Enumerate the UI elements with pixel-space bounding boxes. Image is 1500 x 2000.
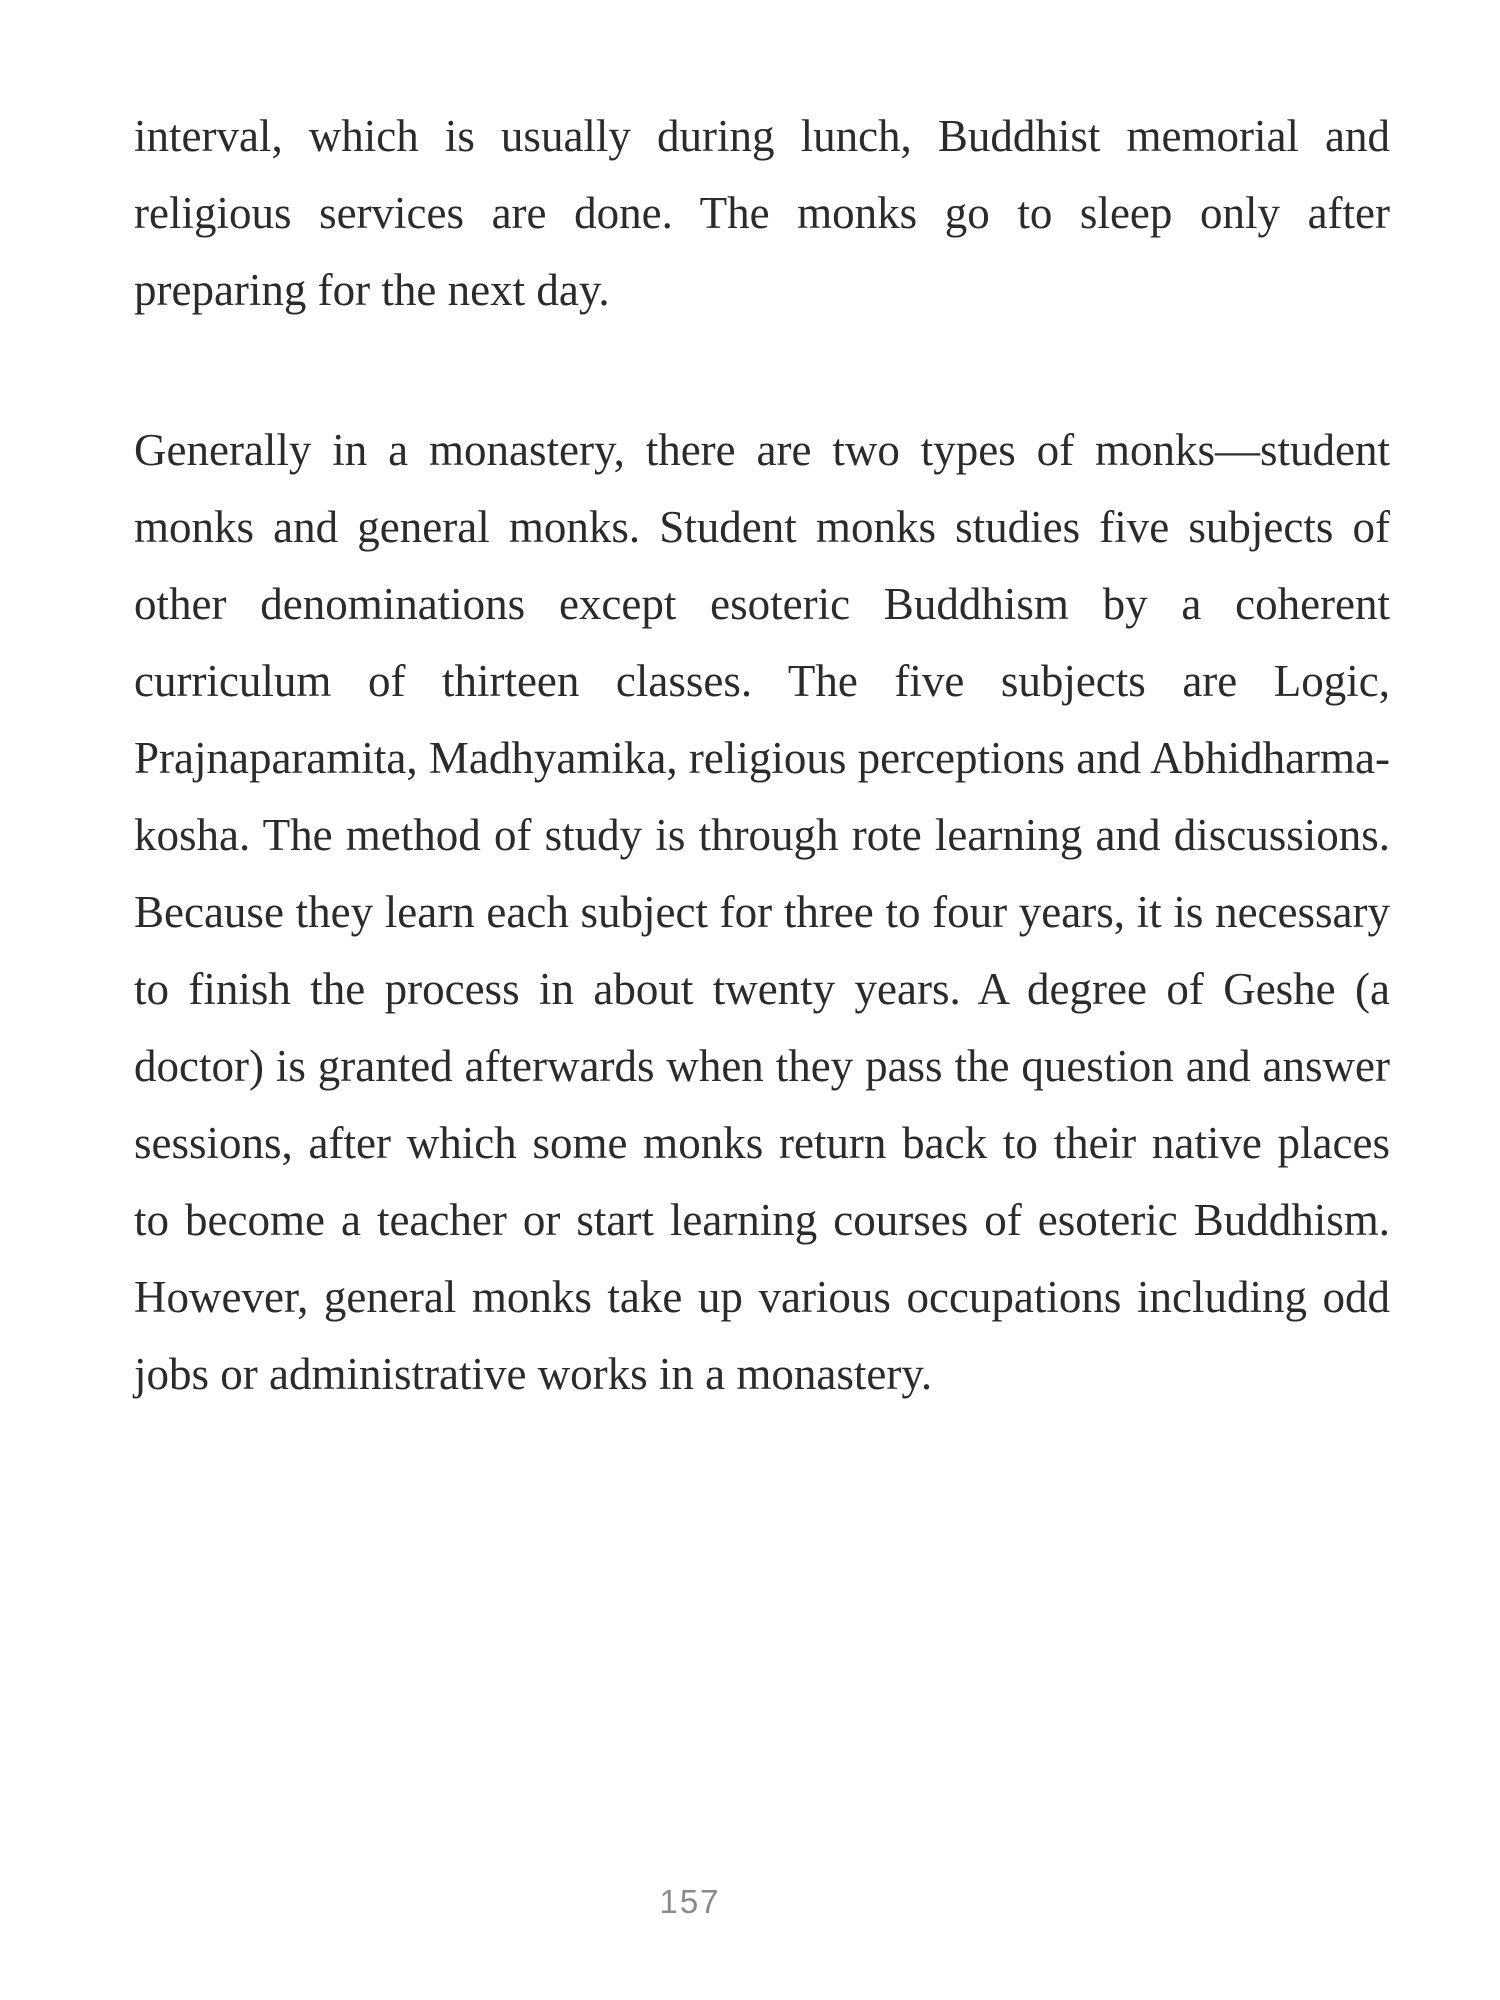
paragraph-daily-schedule: interval, which is usually during lunch, Buddhist memorial and religious services are done. The monks go to sleep only after preparing for the next day. <box>134 111 1390 315</box>
page-number: 157 <box>659 1883 721 1920</box>
paragraph-types-of-monks: Generally in a monastery, there are two types of monks—student monks and general monks. Student monks studies five subjects of other denominations except esoteric Buddhism by a coherent curriculum of thirteen classes. The five subjects are Logic, Prajnaparamita, Madhyamika, religious perceptions and Abhidharma-kosha. The method of study is through rote learning and discussions. Because they learn each subject for three to four years, it is necessary to finish the process in about twenty years. A degree of Geshe (a doctor) is granted afterwards when they pass the question and answer sessions, after which some monks return back to their native places to become a teacher or start learning courses of esoteric Buddhism. However, general monks take up various occupations including odd jobs or administrative works in a monastery. <box>134 425 1390 1399</box>
